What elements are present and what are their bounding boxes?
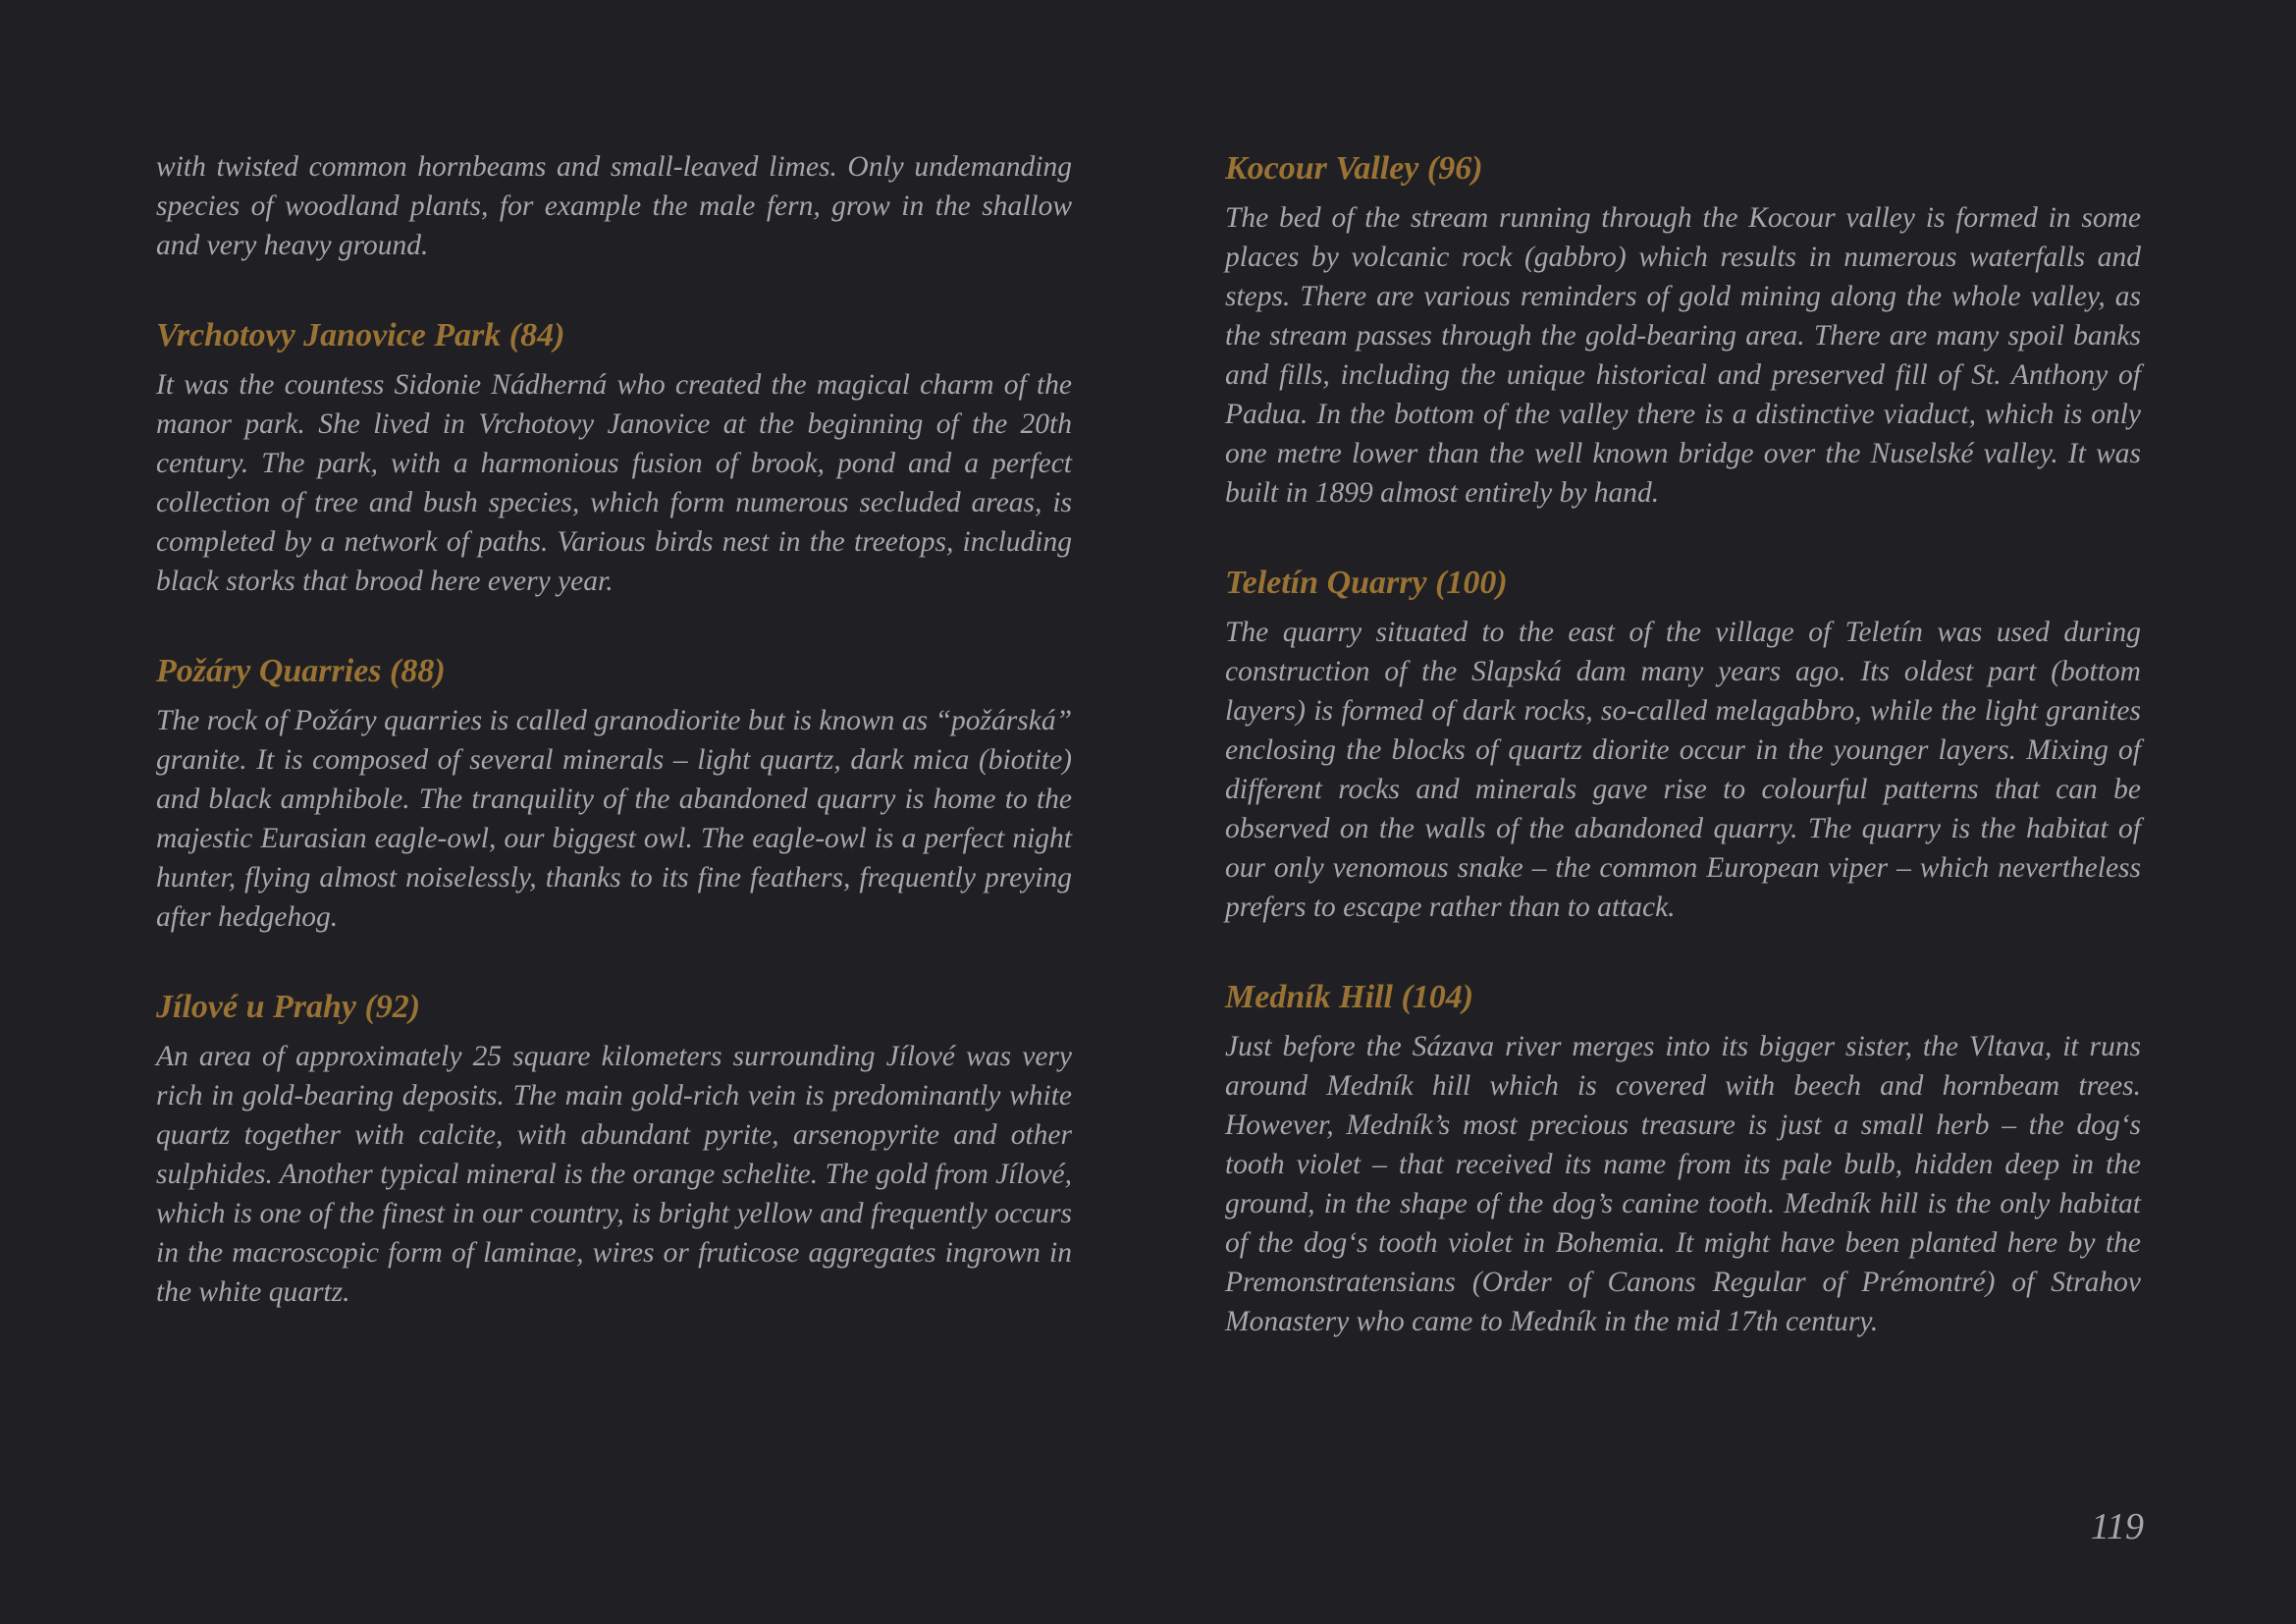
section-title: Jílové u Prahy (92) bbox=[156, 989, 421, 1025]
section-title: Kocour Valley (96) bbox=[1225, 150, 1483, 187]
left-column bbox=[156, 147, 1072, 1361]
section-jilove-u-prahy bbox=[156, 986, 1072, 1312]
intro-paragraph: with twisted common hornbeams and small-leaved limes. Only undemanding species of woodland plants, for example the male fern, grow in the shallow and very heavy ground. bbox=[156, 151, 1072, 261]
section-body: The bed of the stream running through the Kocour valley is formed in some places by volcanic rock (gabbro) which results in numerous waterfalls and steps. There are various reminders of gold mining along the whole valley, as the stream passes through the gold-bearing area. There are many spoil banks and fills, including the unique historical and preserved fill of St. Anthony of Padua. In the bottom of the valley there is a distinctive viaduct, which is only one metre lower than the well known bridge over the Nuselské valley. It was built in 1899 almost entirely by hand. bbox=[1225, 202, 2141, 509]
section-body: It was the countess Sidonie Nádherná who created the magical charm of the manor park. She lived in Vrchotovy Janovice at the beginning of the 20th century. The park, with a harmonious fusion of brook, pond and a perfect collection of tree and bush species, which form numerous secluded areas, is completed by a network of paths. Various birds nest in the treetops, including black storks that brood here every year. bbox=[156, 369, 1072, 597]
right-column bbox=[1225, 147, 2141, 1390]
section-title: Medník Hill (104) bbox=[1225, 979, 1474, 1015]
section-title: Požáry Quarries (88) bbox=[156, 653, 446, 689]
section-body: The quarry situated to the east of the village of Teletín was used during construction of the Slapská dam many years ago. Its oldest part (bottom layers) is formed of dark rocks, so-called melagabbro, while the light granites enclosing the blocks of quartz diorite occur in the younger layers. Mixing of different rocks and minerals gave rise to colourful patterns that can be observed on the walls of the abandoned quarry. The quarry is the habitat of our only venomous snake – the common European viper – which nevertheless prefers to escape rather than to attack. bbox=[1225, 617, 2141, 923]
section-kocour-valley bbox=[1225, 147, 2141, 513]
section-body: The rock of Požáry quarries is called granodiorite but is known as “požárská” granite. It is composed of several minerals – light quartz, dark mica (biotite) and black amphibole. The tranquility of the abandoned quarry is home to the majestic Eurasian eagle-owl, our biggest owl. The eagle-owl is a perfect night hunter, flying almost noiselessly, thanks to its fine feathers, frequently preying after hedgehog. bbox=[156, 705, 1072, 933]
section-body: An area of approximately 25 square kilometers surrounding Jílové was very rich in gold-bearing deposits. The main gold-rich vein is predominantly white quartz together with calcite, with abundant pyrite, arsenopyrite and other sulphides. Another typical mineral is the orange schelite. The gold from Jílové, which is one of the finest in our country, is bright yellow and frequently occurs in the macroscopic form of laminae, wires or fruticose aggregates ingrown in the white quartz. bbox=[156, 1041, 1072, 1308]
section-teletin-quarry bbox=[1225, 562, 2141, 927]
section-title: Teletín Quarry (100) bbox=[1225, 565, 1508, 601]
section-pozary-quarries bbox=[156, 650, 1072, 937]
section-body: Just before the Sázava river merges into its bigger sister, the Vltava, it runs around Medník hill which is covered with beech and hornbeam trees. However, Medník’s most precious treasure is just a small herb – the dog‘s tooth violet – that received its name from its pale bulb, hidden deep in the ground, in the shape of the dog’s canine tooth. Medník hill is the only habitat of the dog‘s tooth violet in Bohemia. It might have been planted here by the Premonstratensians (Order of Canons Regular of Prémontré) of Strahov Monastery who came to Medník in the mid 17th century. bbox=[1225, 1031, 2141, 1337]
section-title: Vrchotovy Janovice Park (84) bbox=[156, 317, 565, 353]
page-number: 119 bbox=[2090, 1506, 2144, 1547]
section-vrchotovy-janovice-park bbox=[156, 314, 1072, 601]
section-mednik-hill bbox=[1225, 976, 2141, 1341]
